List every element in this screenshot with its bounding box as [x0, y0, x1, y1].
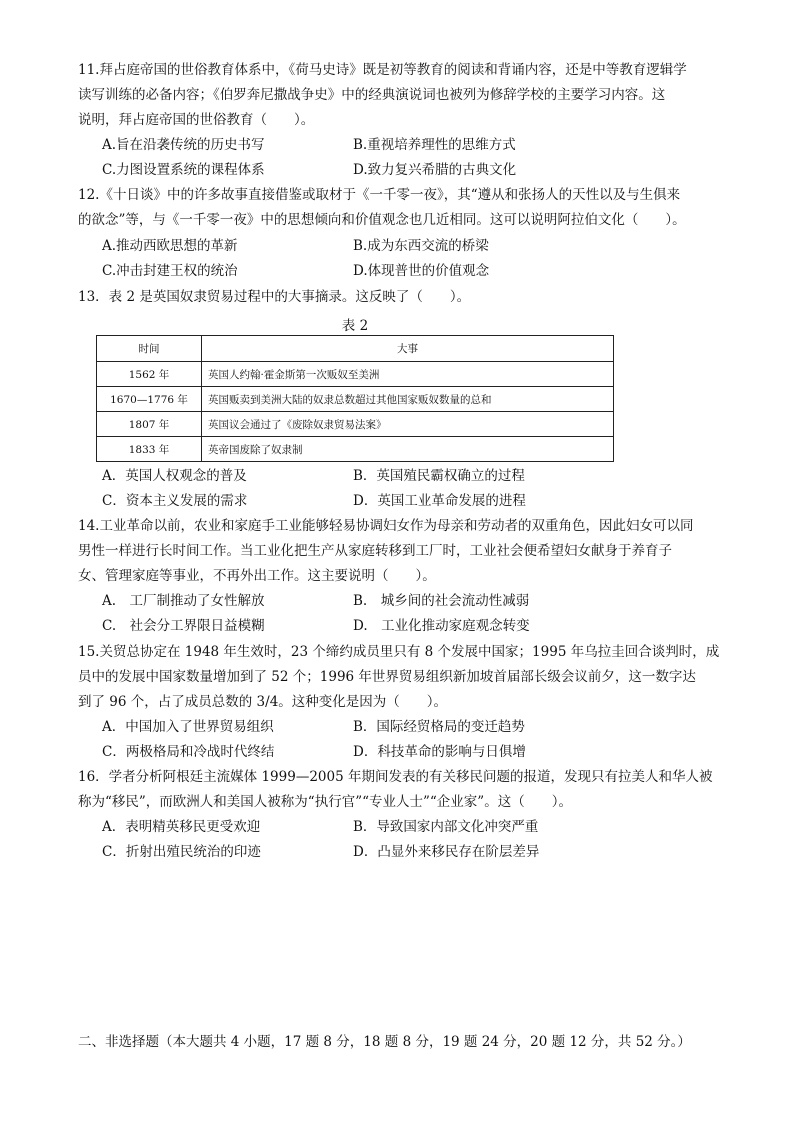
question-line: 女、管理家庭等事业，不再外出工作。这主要说明（ ）。 — [78, 568, 436, 584]
option-a: A．中国加入了世界贸易组织 — [102, 719, 274, 735]
question-12 — [78, 183, 728, 233]
table-cell-time: 1833 年 — [97, 437, 202, 462]
question-15-options — [102, 715, 662, 765]
option-c: C. 社会分工界限日益模糊 — [102, 618, 265, 634]
option-b: B. 城乡间的社会流动性减弱 — [353, 593, 530, 609]
option-a: A．英国人权观念的普及 — [102, 468, 247, 484]
option-d: D. 工业化推动家庭观念转变 — [353, 618, 530, 634]
option-d: D．科技革命的影响与日俱增 — [353, 744, 526, 760]
table-row — [97, 362, 614, 387]
question-line: 读写训练的必备内容；《伯罗奔尼撒战争史》中的经典演说词也被列为修辞学校的主要学习内容。这 — [78, 87, 666, 103]
option-d: D.体现普世的价值观念 — [353, 263, 490, 279]
option-a: A．表明精英移民更受欢迎 — [102, 819, 261, 835]
option-d: D．英国工业革命发展的进程 — [353, 493, 526, 509]
option-c: C.力图设置系统的课程体系 — [102, 162, 265, 178]
question-11 — [78, 58, 728, 133]
section-heading: 二、非选择题（本大题共 4 小题，17 题 8 分，18 题 8 分，19 题 24 分，20 题 12 分，共 52 分。） — [78, 1034, 691, 1050]
question-13-options — [102, 464, 662, 514]
question-16-options — [102, 815, 662, 865]
question-line: 的欲念”等，与《一千零一夜》中的思想倾向和价值观念也几近相同。这可以说明阿拉伯文化（ ）。 — [78, 212, 686, 228]
question-12-options — [102, 234, 662, 284]
option-c: C．资本主义发展的需求 — [102, 493, 248, 509]
table-header-time: 时间 — [97, 336, 202, 362]
table-row — [97, 412, 614, 437]
question-line: 到了 96 个，占了成员总数的 3/4。这种变化是因为（ ）。 — [78, 694, 448, 710]
option-a: A. 工厂制推动了女性解放 — [102, 593, 265, 609]
question-16 — [78, 765, 728, 815]
table-header-event: 大事 — [202, 336, 614, 362]
option-b: B．导致国家内部文化冲突严重 — [353, 819, 539, 835]
question-line: 14.工业革命以前，农业和家庭手工业能够轻易协调妇女作为母亲和劳动者的双重角色，因此妇女可以同 — [78, 518, 694, 534]
question-15 — [78, 640, 728, 715]
table-cell-event: 英帝国废除了奴隶制 — [202, 437, 614, 462]
table-cell-event: 英国议会通过了《废除奴隶贸易法案》 — [202, 412, 614, 437]
question-line: 11.拜占庭帝国的世俗教育体系中，《荷马史诗》既是初等教育的阅读和背诵内容，还是中等教育逻辑学 — [78, 62, 687, 78]
question-line: 男性一样进行长时间工作。当工业化把生产从家庭转移到工厂时，工业社会便希望妇女献身于养育子 — [78, 543, 672, 559]
option-b: B．英国殖民霸权确立的过程 — [353, 468, 525, 484]
question-14 — [78, 514, 728, 589]
option-c: C．折射出殖民统治的印迹 — [102, 844, 261, 860]
question-line: 15.关贸总协定在 1948 年生效时，23 个缔约成员里只有 8 个发展中国家；1995 年乌拉圭回合谈判时，成 — [78, 644, 720, 660]
events-table — [96, 335, 614, 462]
option-c: C.冲击封建王权的统治 — [102, 263, 238, 279]
option-d: D．凸显外来移民存在阶层差异 — [353, 844, 540, 860]
question-11-options — [102, 133, 662, 183]
question-line: 说明，拜占庭帝国的世俗教育（ ）。 — [78, 112, 315, 128]
question-line: 12.《十日谈》中的许多故事直接借鉴或取材于《一千零一夜》，其“遵从和张扬人的天性以及与生俱来 — [78, 187, 681, 203]
question-line: 称为“移民”，而欧洲人和美国人被称为“执行官”“专业人士”“企业家”。这（ ）。 — [78, 794, 572, 810]
option-d: D.致力复兴希腊的古典文化 — [353, 162, 517, 178]
question-13 — [78, 285, 728, 310]
table-title: 表 2 — [341, 318, 369, 334]
option-b: B.重视培养理性的思维方式 — [353, 137, 516, 153]
table-cell-time: 1807 年 — [97, 412, 202, 437]
question-line: 16．学者分析阿根廷主流媒体 1999—2005 年期间发表的有关移民问题的报道，发现只有拉美人和华人被 — [78, 769, 713, 785]
question-line: 13．表 2 是英国奴隶贸易过程中的大事摘录。这反映了（ ）。 — [78, 289, 471, 305]
option-b: B.成为东西交流的桥梁 — [353, 238, 489, 254]
table-row — [97, 437, 614, 462]
option-a: A.推动西欧思想的革新 — [102, 238, 238, 254]
question-line: 员中的发展中国家数量增加到了 52 个；1996 年世界贸易组织新加坡首届部长级会议前夕，这一数字达 — [78, 669, 696, 685]
option-b: B．国际经贸格局的变迁趋势 — [353, 719, 525, 735]
option-a: A.旨在沿袭传统的历史书写 — [102, 137, 265, 153]
table-cell-time: 1562 年 — [97, 362, 202, 387]
table-cell-event: 英国贩卖到美洲大陆的奴隶总数超过其他国家贩奴数量的总和 — [202, 387, 614, 412]
table-header-row — [97, 336, 614, 362]
table-cell-event: 英国人约翰·霍金斯第一次贩奴至美洲 — [202, 362, 614, 387]
table-row — [97, 387, 614, 412]
question-14-options — [102, 589, 662, 639]
option-c: C．两极格局和冷战时代终结 — [102, 744, 275, 760]
table-cell-time: 1670—1776 年 — [97, 387, 202, 412]
